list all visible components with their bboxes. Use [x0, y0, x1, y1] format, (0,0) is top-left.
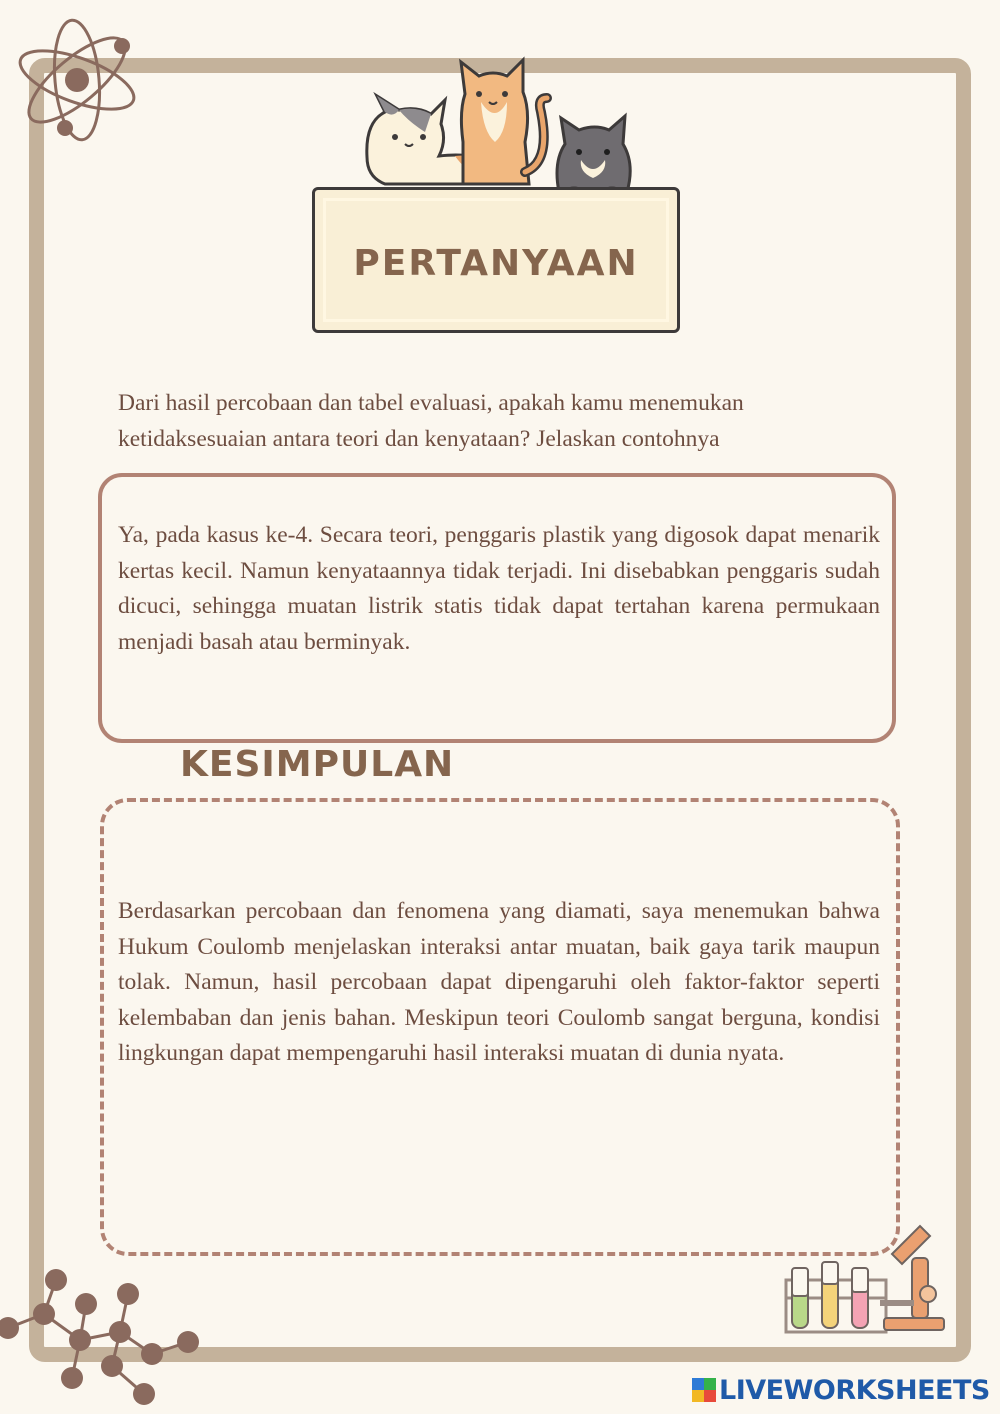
- title-banner-inner: [323, 198, 669, 322]
- question-text: Dari hasil percobaan dan tabel evaluasi, apakah kamu menemukan ketidaksesuaian antara teori dan kenyataan? Jelaskan contohnya: [118, 390, 744, 452]
- atom-icon: [10, 18, 145, 143]
- liveworksheets-logo-icon: [692, 1378, 716, 1402]
- title-banner: [312, 187, 680, 333]
- answer-text: Ya, pada kasus ke-4. Secara teori, penggaris plastik yang digosok dapat menarik kertas kecil. Namun kenyataannya tidak terjadi. Ini disebabkan penggaris sudah dicuci, sehingga muatan listrik statis tidak dapat tertahan karena permukaan menjadi basah atau berminyak.: [118, 522, 880, 655]
- conclusion-heading: KESIMPULAN: [180, 744, 455, 785]
- brand-footer[interactable]: [692, 1374, 990, 1406]
- lab-equipment-icon: [780, 1218, 950, 1338]
- conclusion-text: Berdasarkan percobaan dan fenomena yang diamati, saya menemukan bahwa Hukum Coulomb menjelaskan interaksi antar muatan, baik gaya tarik maupun tolak. Namun, hasil percobaan dapat dipengaruhi oleh faktor-faktor seperti kelembaban dan jenis bahan. Meskipun teori Coulomb sangat berguna, kondisi lingkungan dapat mempengaruhi hasil interaksi muatan di dunia nyata.: [118, 898, 880, 1066]
- molecule-icon: [0, 1262, 210, 1414]
- page-title: PERTANYAAN: [353, 242, 639, 284]
- brand-name: LIVEWORKSHEETS: [719, 1374, 990, 1406]
